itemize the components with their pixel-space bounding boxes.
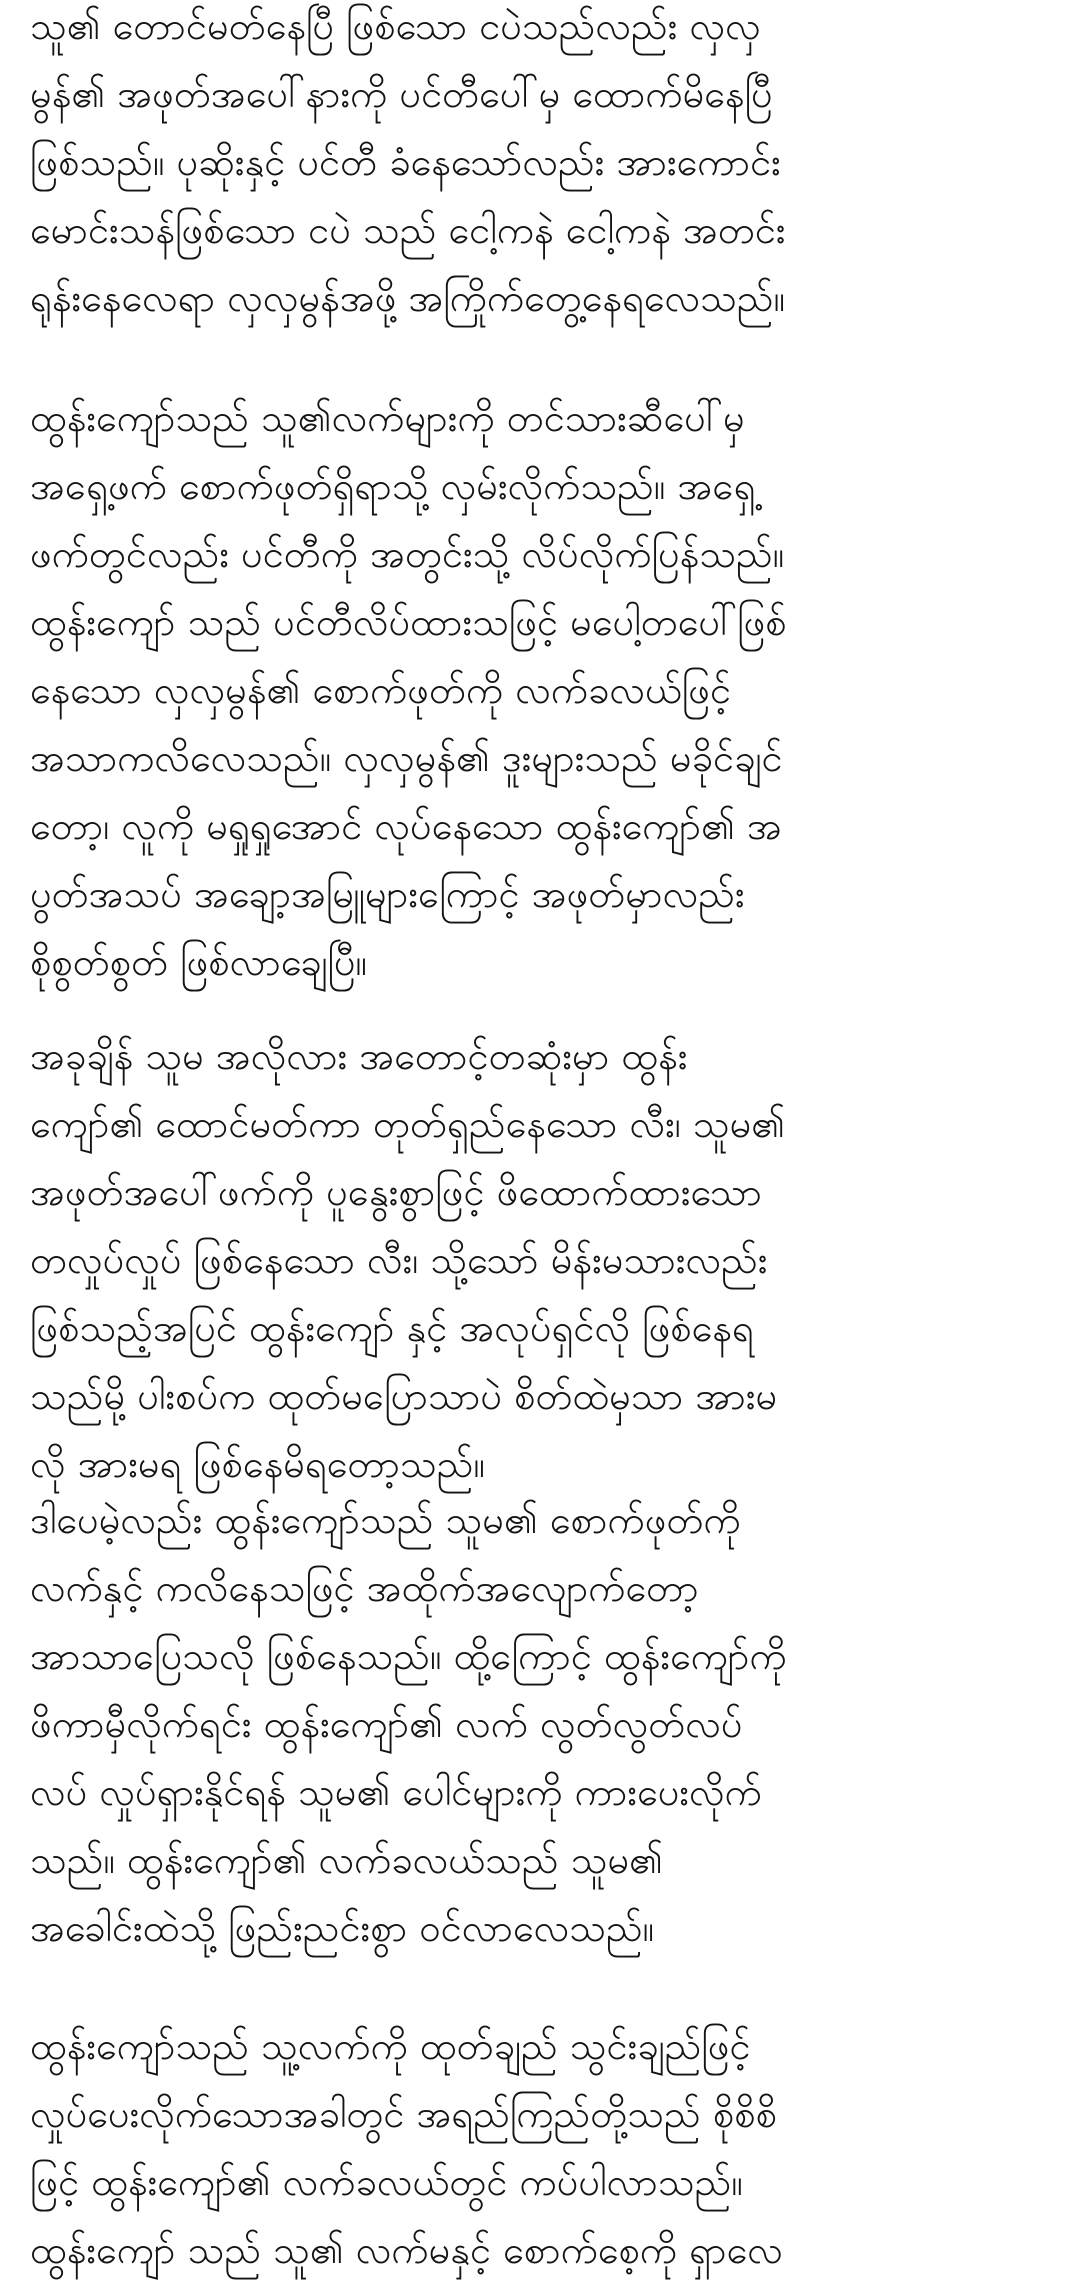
text-line: အခေါင်းထဲသို့ ဖြည်းညင်းစွာ ဝင်လာလေသည်။ [30, 1906, 655, 1950]
text-line: စိုစွတ်စွတ် ဖြစ်လာချေပြီ။ [30, 940, 368, 984]
text-line: နေသော လှလှမွန်၏ စောက်ဖုတ်ကို လက်ခလယ်ဖြင့် [30, 668, 732, 712]
text-line: မောင်းသန်ဖြစ်သော ငပဲ သည် ငေါ့ကနဲ ငေါ့ကနဲ အတင်း [30, 208, 786, 252]
paragraph-1 [30, 0, 786, 332]
text-line: ဒါပေမဲ့လည်း ထွန်းကျော်သည် သူမ၏ စောက်ဖုတ်ကို [30, 1498, 741, 1542]
text-line: လပ် လှုပ်ရှားနိုင်ရန် သူမ၏ ပေါင်များကို ကားပေးလိုက် [30, 1770, 762, 1814]
text-line: ထွန်းကျော်သည် သူ၏လက်များကို တင်သားဆီပေါ်မှ [30, 396, 745, 440]
text-line: ဖြစ်သည့်အပြင် ထွန်းကျော် နှင့် အလုပ်ရှင်လို ဖြစ်နေရ [30, 1306, 754, 1350]
text-line: သူ၏ တောင်မတ်နေပြီ ဖြစ်သော ငပဲသည်လည်း လှလှ [30, 4, 761, 48]
text-line: မွန်၏ အဖုတ်အပေါ်နားကို ပင်တီပေါ်မှ ထောက်မိနေပြီ [30, 72, 773, 116]
text-line: ထွန်းကျော်သည် သူ့လက်ကို ထုတ်ချည် သွင်းချည်ဖြင့် [30, 2024, 751, 2068]
text-line: ဖြစ်သည်။ ပုဆိုးနှင့် ပင်တီ ခံနေသော်လည်း အားကောင်း [30, 140, 781, 184]
text-line: ထွန်းကျော် သည် သူ၏ လက်မနှင့် စောက်စေ့ကို ရှာလေ [30, 2228, 783, 2272]
text-line: လက်နှင့် ကလိနေသဖြင့် အထိုက်အလျောက်တော့ [30, 1566, 699, 1610]
paragraph-3 [30, 1022, 785, 1498]
text-line: သည်မို့ ပါးစပ်က ထုတ်မပြောသာပဲ စိတ်ထဲမှသာ အားမ [30, 1374, 778, 1418]
paragraph-2 [30, 384, 787, 996]
text-line: အခုချိန် သူမ အလိုလား အတောင့်တဆုံးမှာ ထွန်း [30, 1034, 688, 1078]
text-line: လို အားမရ ဖြစ်နေမိရတော့သည်။ [30, 1442, 485, 1486]
text-line: အသာကလိလေသည်။ လှလှမွန်၏ ဒူးများသည် မခိုင်ချင် [30, 736, 783, 780]
paragraph-4 [30, 1486, 787, 1962]
text-line: ကျော်၏ ထောင်မတ်ကာ တုတ်ရှည်နေသော လီး၊ သူမ၏ [30, 1102, 786, 1146]
text-line: ဖိကာမှီလိုက်ရင်း ထွန်းကျော်၏ လက် လွတ်လွတ်လပ် [30, 1702, 743, 1746]
text-line: ထွန်းကျော် သည် ပင်တီလိပ်ထားသဖြင့် မပေါ့တပေါ်ဖြစ် [30, 600, 787, 644]
text-line: တော့၊ လူကို မရှုရှုအောင် လုပ်နေသော ထွန်းကျော်၏ အ [30, 804, 782, 848]
paragraph-5 [30, 2012, 783, 2284]
text-line: လှုပ်ပေးလိုက်သောအခါတွင် အရည်ကြည်တို့သည် စိုစိစိ [30, 2092, 777, 2136]
text-line: ပွတ်အသပ် အချော့အမြူများကြောင့် အဖုတ်မှာလည်း [30, 872, 745, 916]
text-line: အဖုတ်အပေါ်ဖက်ကို ပူနွေးစွာဖြင့် ဖိထောက်ထားသော [30, 1170, 763, 1214]
text-line: ရုန်းနေလေရာ လှလှမွန်အဖို့ အကြိုက်တွေ့နေရလေသည်။ [30, 276, 786, 320]
text-line: တလှုပ်လှုပ် ဖြစ်နေသော လီး၊ သို့သော် မိန်းမသားလည်း [30, 1238, 768, 1282]
text-line: သည်။ ထွန်းကျော်၏ လက်ခလယ်သည် သူမ၏ [30, 1838, 664, 1882]
text-line: ဖက်တွင်လည်း ပင်တီကို အတွင်းသို့ လိပ်လိုက်ပြန်သည်။ [30, 532, 785, 576]
text-line: ဖြင့် ထွန်းကျော်၏ လက်ခလယ်တွင် ကပ်ပါလာသည်။ [30, 2160, 743, 2204]
text-line: အာသာပြေသလို ဖြစ်နေသည်။ ထို့ကြောင့် ထွန်းကျော်ကို [30, 1634, 787, 1678]
text-line: အရှေ့ဖက် စောက်ဖုတ်ရှိရာသို့ လှမ်းလိုက်သည်။ အရှေ့ [30, 464, 756, 508]
